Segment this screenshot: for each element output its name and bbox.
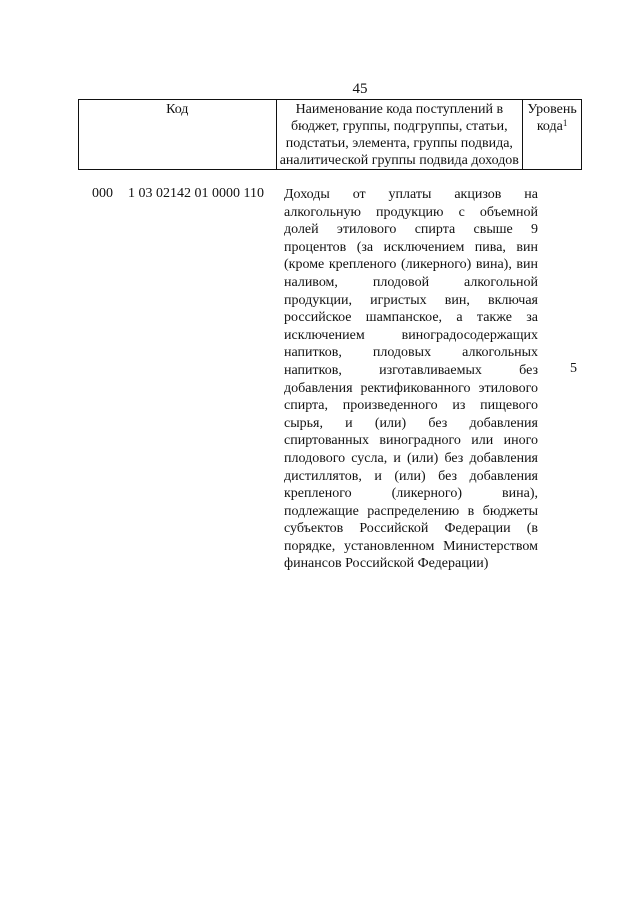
table-header-row — [79, 100, 582, 170]
row-income-code: 1 03 02142 01 0000 110 — [128, 186, 264, 201]
row-level: 5 — [570, 361, 577, 376]
page-number: 45 — [352, 81, 368, 97]
table-header — [78, 99, 582, 170]
header-level-label: Уровень кода — [527, 102, 577, 134]
row-admin-code: 000 — [92, 186, 113, 201]
header-name-label: Наименование кода поступлений в бюджет, группы, подгруппы, статьи, подстатьи, элемента, группы подвида, аналитической группы подвида доходов — [279, 102, 519, 168]
header-name — [276, 100, 523, 170]
header-code — [79, 100, 277, 170]
header-level — [523, 100, 582, 170]
row-description: Доходы от уплаты акцизов на алкогольную продукцию с объемной долей этилового спирта свыше 9 процентов (за исключением пива, вин (кроме крепленого (ликерного) вина), вин наливом, плодовой алкогольной продукции, игристых вин, включая российское шампанское, а также за исключением виноградосодержащих напитков, плодовых алкогольных напитков, изготавливаемых без добавления ректификованного этилового спирта, произведенного из пищевого сырья, и (или) без добавления спиртованных виноградного или иного плодового сусла, и (или) без добавления дистиллятов, и (или) без добавления крепленого (ликерного) вина), подлежащие распределению в бюджеты субъектов Российской Федерации (в порядке, установленном Министерством финансов Российской Федерации) — [284, 187, 538, 572]
header-level-footnote: 1 — [562, 118, 568, 128]
header-code-label: Код — [166, 102, 189, 117]
